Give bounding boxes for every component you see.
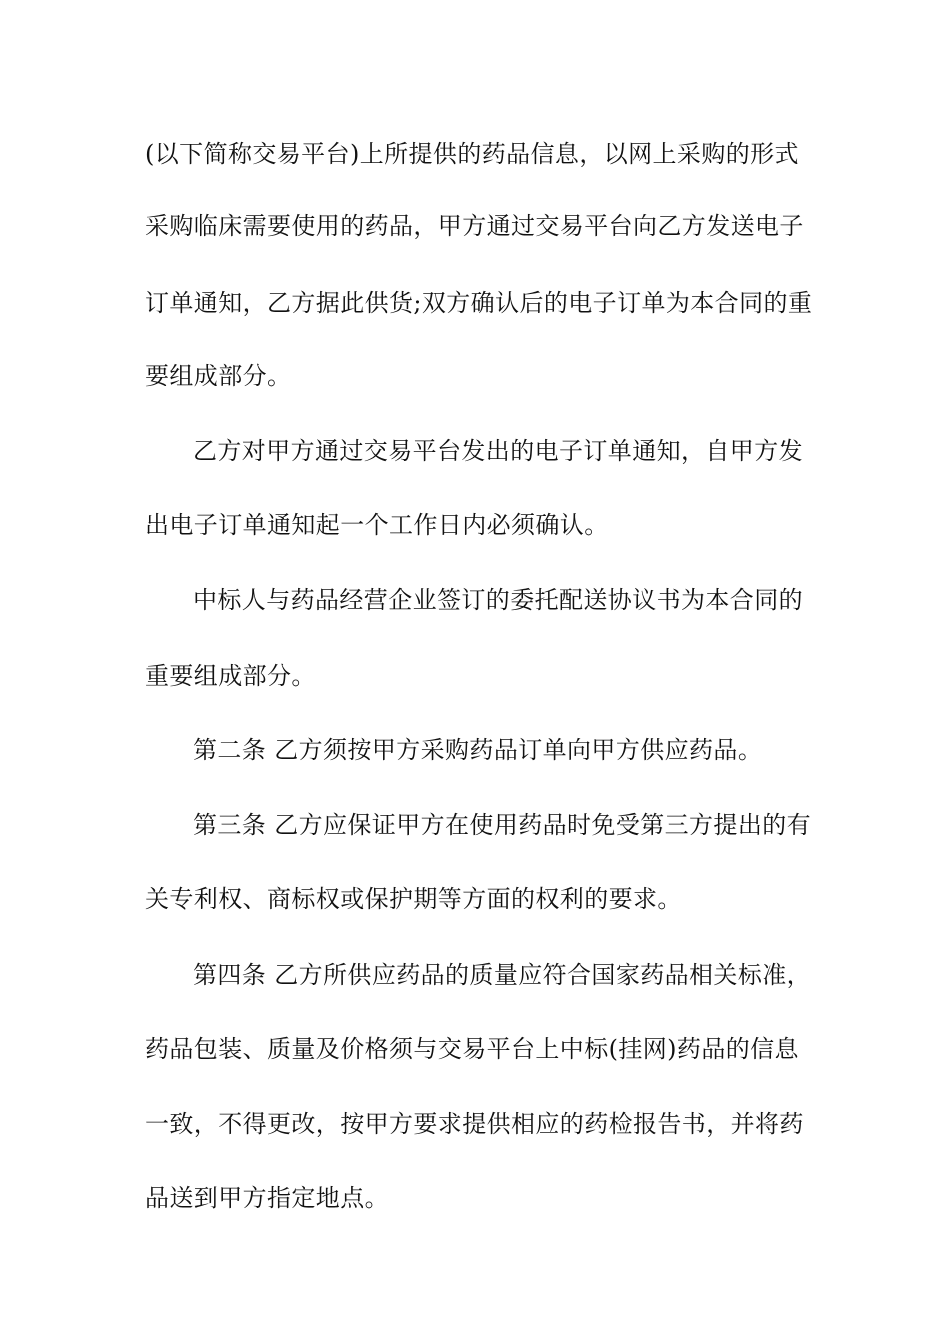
article-4-line: 第四条 乙方所供应药品的质量应符合国家药品相关标准， [193,961,812,989]
article-2-line: 第二条 乙方须按甲方采购药品订单向甲方供应药品。 [193,736,763,764]
text-line: 乙方对甲方通过交易平台发出的电子订单通知，自甲方发 [193,437,803,465]
text-line: (以下简称交易平台)上所提供的药品信息，以网上采购的形式 [145,140,799,168]
text-line: 中标人与药品经营企业签订的委托配送协议书为本合同的 [193,586,803,614]
text-line: 关专利权、商标权或保护期等方面的权利的要求。 [145,885,682,913]
article-3-line: 第三条 乙方应保证甲方在使用药品时免受第三方提出的有 [193,811,812,839]
text-line: 要组成部分。 [145,362,292,390]
text-line: 一致，不得更改，按甲方要求提供相应的药检报告书，并将药 [145,1110,804,1138]
text-line: 重要组成部分。 [145,662,316,690]
text-line: 订单通知，乙方据此供货;双方确认后的电子订单为本合同的重 [145,289,813,317]
text-line: 出电子订单通知起一个工作日内必须确认。 [145,511,609,539]
text-line: 采购临床需要使用的药品，甲方通过交易平台向乙方发送电子 [145,212,804,240]
text-line: 品送到甲方指定地点。 [145,1184,389,1212]
text-line: 药品包装、质量及价格须与交易平台上中标(挂网)药品的信息 [145,1035,799,1063]
